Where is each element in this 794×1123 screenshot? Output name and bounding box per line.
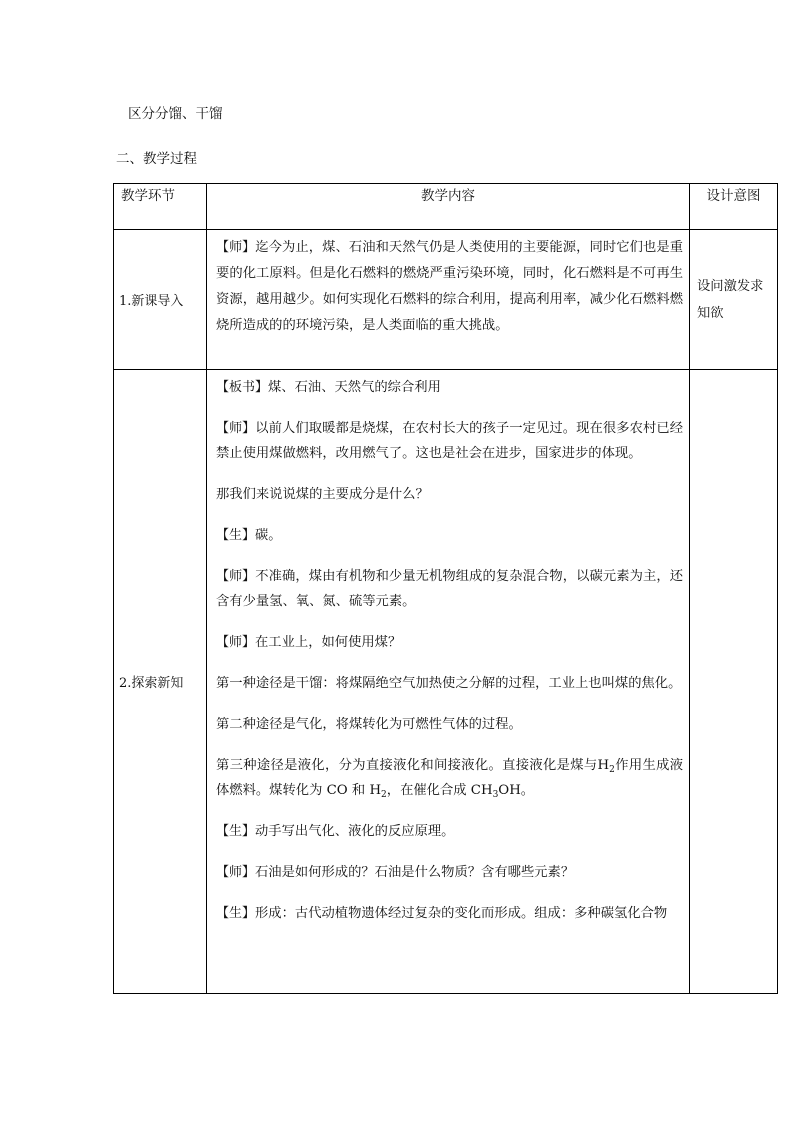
- stage-cell: 2.探索新知: [114, 370, 207, 994]
- paragraph-text: 第一种途径是干馏：将煤隔绝空气加热使之分解的过程，工业上也叫煤的焦化。: [216, 676, 682, 691]
- content-paragraph: [216, 630, 683, 655]
- speaker-tag: 【师】: [216, 421, 256, 436]
- paragraph-text: 以前人们取暖都是烧煤，在农村长大的孩子一定见过。现在很多农村已经禁止使用煤做燃料，改用燃气了。这也是社会在进步，国家进步的体现。: [216, 421, 683, 461]
- paragraph-text: 作用生成液体燃料。煤转化为 CO 和: [216, 758, 684, 798]
- header-stage: 教学环节: [114, 184, 207, 230]
- paragraph-text: 形成：古代动植物遗体经过复杂的变化而形成。组成：多种碳氢化合物: [255, 906, 668, 921]
- speaker-tag: 【师】: [216, 240, 256, 255]
- content-paragraph: [216, 712, 683, 737]
- table-row: [114, 230, 778, 370]
- header-intent: 设计意图: [690, 184, 778, 230]
- content-cell: [207, 370, 690, 994]
- paragraph-text: 石油是如何形成的？石油是什么物质？含有哪些元素？: [255, 865, 575, 880]
- paragraph-text: 第三种途径是液化，分为直接液化和间接液化。直接液化是煤与: [216, 758, 598, 773]
- section-heading: 二、教学过程: [116, 151, 197, 167]
- content-paragraph: [216, 482, 683, 507]
- formula-subscript: 2: [609, 765, 615, 775]
- paragraph-text: 动手写出气化、液化的反应原理。: [255, 824, 455, 839]
- speaker-tag: 【师】: [216, 635, 256, 650]
- paragraph-text: 在工业上，如何使用煤？: [255, 635, 402, 650]
- paragraph-text: 第二种途径是气化，将煤转化为可燃性气体的过程。: [216, 717, 522, 732]
- content-paragraph: [216, 819, 683, 844]
- table-header-row: [114, 184, 778, 230]
- formula-subscript: 3: [492, 790, 499, 800]
- content-paragraph: [216, 860, 683, 885]
- content-paragraph: [216, 564, 683, 614]
- paragraph-text: OH。: [498, 783, 535, 798]
- teaching-process-table: [113, 183, 778, 994]
- content-paragraph: [216, 753, 683, 803]
- table-row: [114, 370, 778, 994]
- speaker-tag: 【师】: [216, 865, 256, 880]
- content-paragraph: [216, 901, 683, 926]
- content-paragraph: [216, 416, 683, 466]
- paragraph-text: ，在催化合成 CH: [386, 783, 493, 798]
- speaker-tag: 【生】: [216, 906, 256, 921]
- speaker-tag: 【生】: [216, 528, 256, 543]
- speaker-tag: 【生】: [216, 824, 256, 839]
- formula-h: H: [597, 758, 610, 773]
- header-content: 教学内容: [207, 184, 690, 230]
- pre-line: 区分分馏、干馏: [128, 106, 223, 122]
- intent-cell: 设问激发求知欲: [690, 230, 778, 370]
- formula-h: H: [369, 783, 382, 798]
- paragraph-text: 碳。: [255, 528, 282, 543]
- content-cell: [207, 230, 690, 370]
- paragraph-text: 不准确，煤由有机物和少量无机物组成的复杂混合物，以碳元素为主，还含有少量氢、氧、氮、硫等元素。: [216, 569, 683, 609]
- speaker-tag: 【师】: [216, 569, 256, 584]
- stage-cell: 1.新课导入: [114, 230, 207, 370]
- content-paragraph: [216, 671, 683, 696]
- content-paragraph: [216, 523, 683, 548]
- intent-cell: [690, 370, 778, 994]
- paragraph-text: 迄今为止，煤、石油和天然气仍是人类使用的主要能源，同时它们也是重要的化工原料。但是化石燃料的燃烧严重污染环境，同时，化石燃料是不可再生资源，越用越少。如何实现化石燃料的综合利用，提高利用率，减少化石燃料燃烧所造成的的环境污染，是人类面临的重大挑战。: [216, 240, 683, 333]
- speaker-tag: 【板书】: [216, 380, 269, 395]
- board-paragraph: [216, 375, 683, 400]
- paragraph-text: 那我们来说说煤的主要成分是什么？: [216, 487, 429, 502]
- paragraph-text: 煤、石油、天然气的综合利用: [268, 380, 441, 395]
- formula-subscript: 2: [381, 790, 387, 800]
- content-paragraph: [216, 235, 683, 339]
